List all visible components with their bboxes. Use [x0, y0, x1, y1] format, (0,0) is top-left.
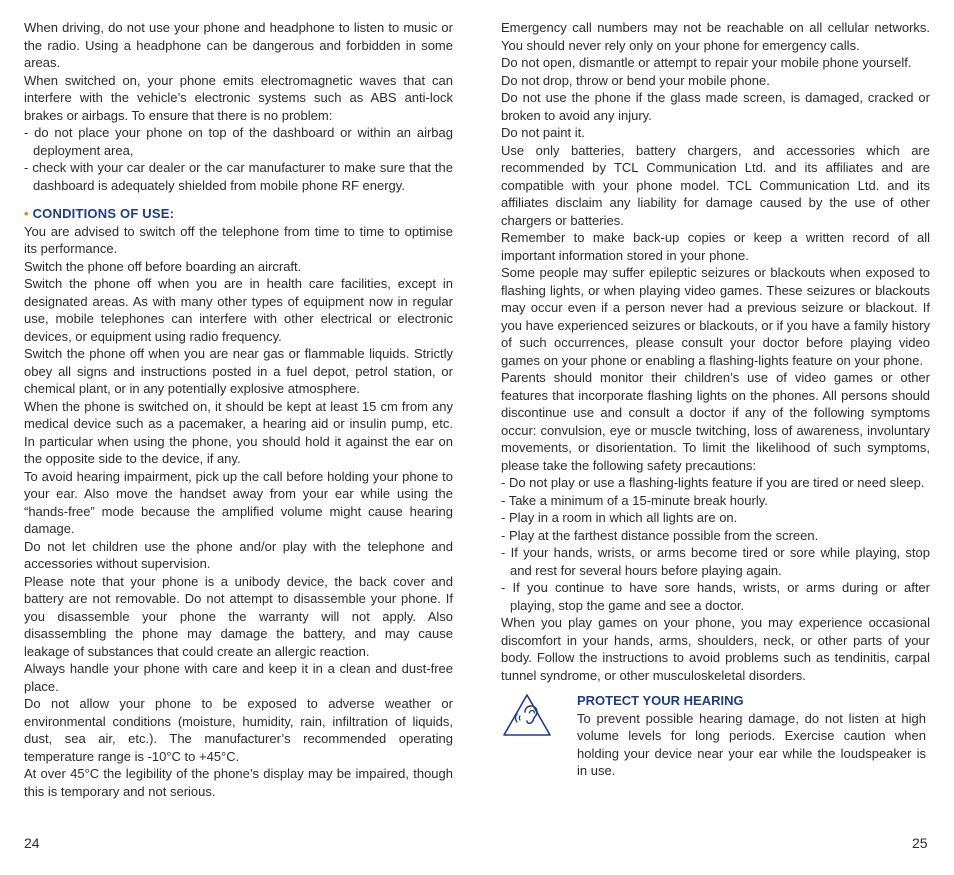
paragraph: Switch the phone off before boarding an aircraft. — [24, 258, 302, 274]
paragraph: Do not let children use the phone and/or play with the telephone and accessories without supervision. — [24, 538, 453, 571]
paragraph: When you play games on your phone, you may experience occasional discomfort in your hands, arms, shoulders, neck, or other parts of your body. Follow the instructions to avoid problems such as tendinitis, carpal tunnel syndrome, or other musculoskeletal disorders. — [501, 615, 930, 683]
paragraph: Use only batteries, battery chargers, and accessories which are recommended by TCL Communication Ltd. and its affiliates and are compatible with your phone model. TCL Communication Ltd. and its affiliates disclaim any liability for damage caused by the use of other chargers or batteries. — [501, 142, 930, 228]
list-item: - Play in a room in which all lights are on. — [501, 510, 738, 525]
protect-hearing-text: To prevent possible hearing damage, do not listen at high volume levels for long periods. Exercise caution when holding your device near your ear while the loudspeaker is in use. — [577, 710, 926, 778]
list-item: - Take a minimum of a 15-minute break hourly. — [501, 492, 768, 508]
paragraph: Emergency call numbers may not be reachable on all cellular networks. You should never rely only on your phone for emergency calls. — [501, 20, 930, 53]
paragraph: Do not allow your phone to be exposed to adverse weather or environmental conditions (moisture, humidity, rain, infiltration of liquids, dust, sea air, etc.). The manufacturer’s recommended operating temperature range is -10°C to +45°C. — [24, 696, 453, 764]
list-item: - Play at the farthest distance possible from the screen. — [501, 527, 819, 543]
list-item: - do not place your phone on top of the dashboard or within an airbag deployment area, — [24, 125, 453, 158]
paragraph: When the phone is switched on, it should be kept at least 15 cm from any medical device such as a pacemaker, a hearing aid or insulin pump, etc. In particular when using the phone, you should hold it against the ear on the opposite side to the device, if any. — [24, 398, 453, 466]
paragraph: When switched on, your phone emits electromagnetic waves that can interfere with the vehicle’s electronic systems such as ABS anti-lock brakes or airbags. To ensure that there is no problem: — [24, 72, 453, 123]
precautions-list — [501, 474, 930, 614]
paragraph: Some people may suffer epileptic seizures or blackouts when exposed to flashing lights, or when playing video games. These seizures or blackouts may occur even if a person never had a previous seizure or blackout. If you have experienced seizures or blackouts, or if you have a family history of such occurrences, please consult your doctor before playing video games on your phone or enabling a flashing-lights feature on your phone. — [501, 265, 930, 368]
protect-hearing-box — [501, 692, 930, 780]
hearing-warning-icon — [501, 692, 577, 743]
list-item: - If you continue to have sore hands, wrists, or arms during or after playing, stop the game and see a doctor. — [501, 580, 930, 613]
paragraph: Do not open, dismantle or attempt to repair your mobile phone yourself. — [501, 55, 912, 70]
paragraph: You are advised to switch off the telephone from time to time to optimise its performance. — [24, 223, 453, 256]
left-page-column — [24, 19, 453, 800]
paragraph: When driving, do not use your phone and headphone to listen to music or the radio. Using a headphone can be dangerous and forbidden in some areas. — [24, 20, 453, 70]
page-number-left: 24 — [24, 835, 40, 851]
hearing-warning-icon-svg — [501, 692, 553, 738]
protect-hearing-title: PROTECT YOUR HEARING — [577, 693, 744, 708]
heading-bullet: • — [24, 206, 29, 221]
paragraph: Switch the phone off when you are in health care facilities, except in designated areas. As with many other types of equipment now in regular use, mobile telephones can interfere with other electrical or electronic devices, or equipment using radio frequency. — [24, 276, 453, 344]
paragraph: To avoid hearing impairment, pick up the call before holding your phone to your ear. Also move the handset away from your ear while using the “hands-free” mode because the amplified volume might cause hearing damage. — [24, 468, 453, 536]
list-item: - Do not play or use a flashing-lights feature if you are tired or need sleep. — [501, 475, 925, 490]
paragraph: Always handle your phone with care and keep it in a clean and dust-free place. — [24, 661, 453, 694]
paragraph: Do not paint it. — [501, 125, 585, 140]
section-heading — [24, 205, 453, 223]
paragraph: Switch the phone off when you are near gas or flammable liquids. Strictly obey all signs and instructions posted in a fuel depot, petrol station, or chemical plant, or in any potentially explosive atmosphere. — [24, 346, 453, 396]
bullet-list — [24, 124, 453, 194]
right-page-column — [501, 19, 930, 780]
paragraph: Do not drop, throw or bend your mobile phone. — [501, 72, 770, 88]
page-number-right: 25 — [912, 835, 928, 851]
section-heading-text: CONDITIONS OF USE: — [32, 206, 175, 221]
list-item: - check with your car dealer or the car manufacturer to make sure that the dashboard is adequately shielded from mobile phone RF energy. — [24, 160, 453, 193]
paragraph: Remember to make back-up copies or keep a written record of all important information stored in your phone. — [501, 230, 930, 263]
paragraph: Do not use the phone if the glass made screen, is damaged, cracked or broken to avoid any injury. — [501, 90, 930, 123]
protect-hearing-text-block — [577, 692, 930, 780]
list-item: - If your hands, wrists, or arms become tired or sore while playing, stop and rest for several hours before playing again. — [501, 545, 930, 578]
paragraph: Please note that your phone is a unibody device, the back cover and battery are not removable. Do not attempt to disassemble your phone. If you disassemble your phone the warranty will not apply. Also disassembling the phone may damage the battery, and may cause leakage of substances that could create an allergic reaction. — [24, 573, 453, 659]
paragraph: At over 45°C the legibility of the phone’s display may be impaired, though this is temporary and not serious. — [24, 766, 453, 799]
paragraph: Parents should monitor their children’s use of video games or other features that incorporate flashing lights on the phones. All persons should discontinue use and consult a doctor if any of the following symptoms occur: convulsion, eye or muscle twitching, loss of awareness, involuntary movements, or disorientation. To limit the likelihood of such symptoms, please take the following safety precautions: — [501, 370, 930, 473]
